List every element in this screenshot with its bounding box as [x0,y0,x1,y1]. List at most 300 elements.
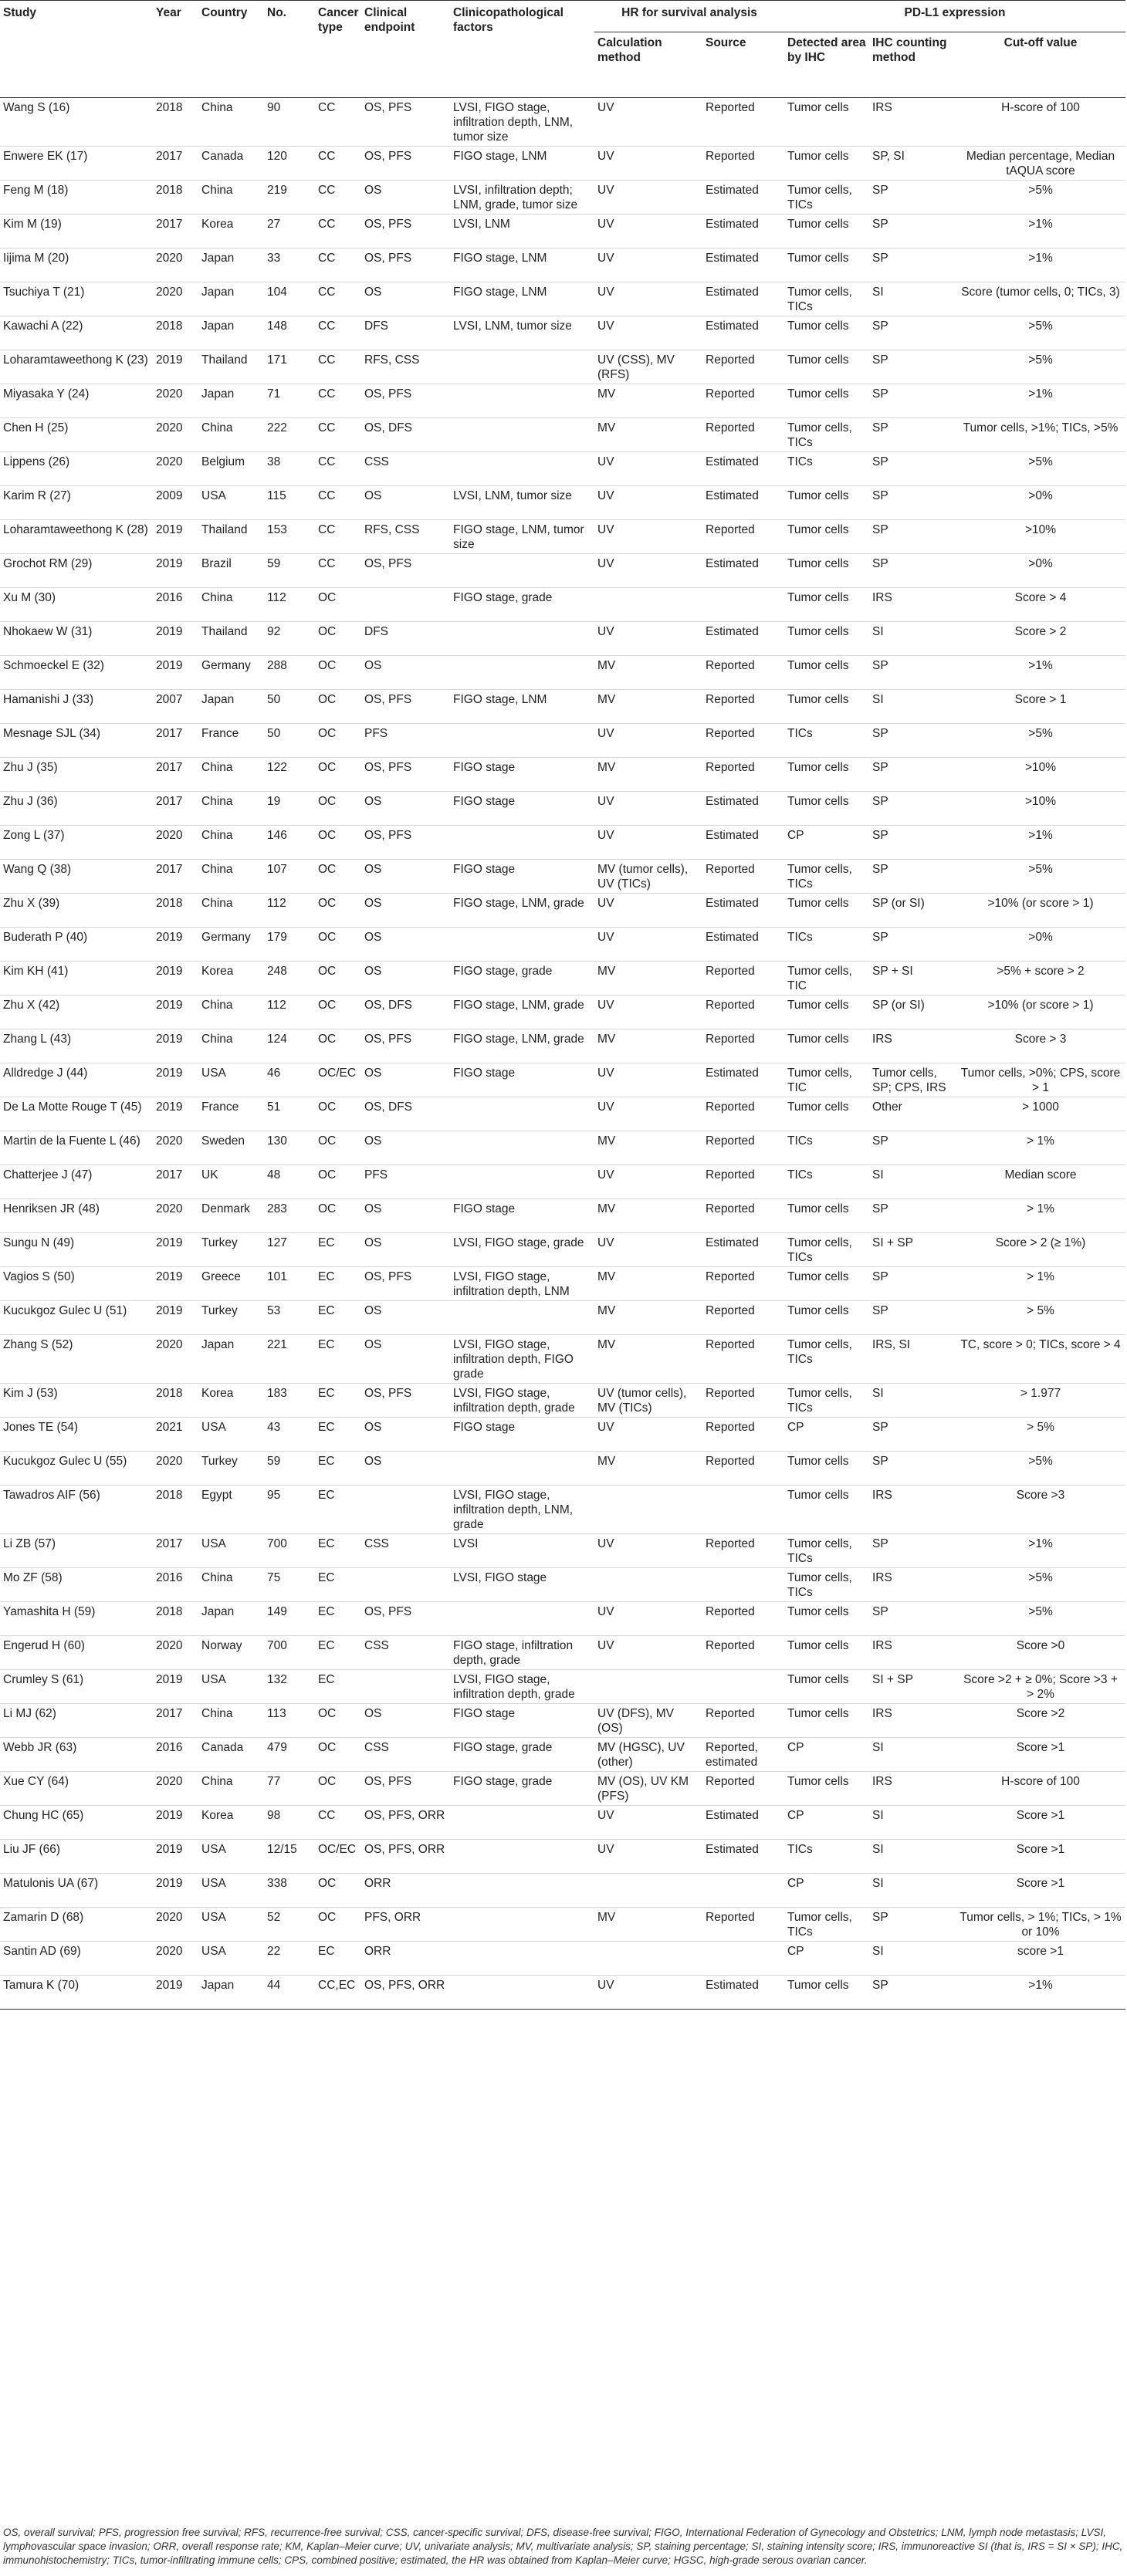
cell-detected-area: CP [787,1877,804,1890]
cell-calculation-method [594,1568,702,1602]
cell-cutoff-value: Score > 2 (≥ 1%) [995,1236,1086,1249]
cell-study: Martin de la Fuente L (46) [3,1134,140,1148]
cell-sample-size: 120 [267,150,287,163]
cell-clinical-endpoint: DFS [364,625,388,638]
cell-source: Reported [706,1033,755,1046]
cell-cutoff-value: >1% [1028,659,1053,672]
cell-sample-size: 183 [267,1387,287,1400]
cell-clinical-endpoint: OS, PFS [364,829,412,842]
cell-clinical-endpoint: OS [364,1455,382,1468]
cell-cutoff-value: >0% [1028,557,1053,570]
cell-country: China [201,1775,233,1788]
cell-ihc-counting-method: SI [872,1843,884,1856]
cell-year: 2019 [156,1877,183,1890]
cell-country: UK [201,1168,218,1182]
cell-source: Estimated [706,1236,759,1249]
cell-cutoff-value: Median percentage, Median tAQUA score [966,150,1115,177]
cell-cancer-type: CC [318,523,336,536]
cell-country: Korea [201,965,234,978]
cell-clinicopathological-factors: FIGO stage, LNM [453,286,547,299]
cell-year: 2018 [156,1489,183,1502]
table-row [0,826,1125,860]
cell-calculation-method: UV [597,625,614,638]
cell-detected-area: Tumor cells [787,625,849,638]
cell-detected-area: Tumor cells [787,999,849,1012]
cell-country: France [201,727,239,740]
cell-cutoff-value: > 1.977 [1020,1387,1061,1400]
cell-sample-size: 98 [267,1809,281,1822]
cell-sample-size: 77 [267,1775,281,1788]
cell-cancer-type: OC [318,1100,337,1114]
cell-cutoff-value: Median score [1004,1168,1077,1182]
cell-clinicopathological-factors [450,1301,594,1335]
cell-source: Reported [706,863,755,876]
cell-calculation-method: MV [597,1202,616,1215]
cell-year: 2017 [156,1707,183,1720]
cell-cancer-type: OC [318,863,337,876]
cell-study: Zhu X (39) [3,897,60,910]
cell-clinicopathological-factors: LVSI, FIGO stage, infiltration depth, LNM [453,1270,570,1298]
cell-cancer-type: CC [318,150,336,163]
cell-clinicopathological-factors: LVSI, FIGO stage, grade [453,1236,584,1249]
table-row [0,792,1125,826]
cell-ihc-counting-method: IRS [872,101,892,114]
cell-clinical-endpoint: CSS [364,455,389,468]
cell-cancer-type: OC [318,1033,337,1046]
cell-clinicopathological-factors: FIGO stage [453,1707,516,1720]
table-row [0,1670,1125,1704]
cell-year: 2016 [156,1571,183,1584]
cell-calculation-method: UV [597,455,614,468]
cell-detected-area: CP [787,1741,804,1754]
cell-cutoff-value: >1% [1028,1537,1053,1550]
cell-clinicopathological-factors: LVSI, FIGO stage, infiltration depth, LNM, tumor size [453,101,574,144]
cell-year: 2019 [156,1067,183,1080]
cell-year: 2020 [156,252,183,265]
cell-study: Yamashita H (59) [3,1605,96,1618]
cell-ihc-counting-method: SI + SP [872,1236,913,1249]
cell-detected-area: Tumor cells [787,1489,849,1502]
cell-calculation-method: UV [597,1067,614,1080]
cell-calculation-method: UV (tumor cells), MV (TICs) [597,1387,687,1415]
cell-source: Estimated [706,489,759,502]
cell-cancer-type: OC [318,761,337,774]
cell-sample-size: 75 [267,1571,281,1584]
table-row [0,1335,1125,1384]
cell-year: 2019 [156,1236,183,1249]
cell-sample-size: 700 [267,1537,287,1550]
cell-cancer-type: EC [318,1605,335,1618]
cell-ihc-counting-method: SI [872,1877,884,1890]
cell-calculation-method: UV [597,897,614,910]
table-row [0,1976,1125,2010]
cell-study: Miyasaka Y (24) [3,387,90,401]
cell-clinicopathological-factors: FIGO stage [453,795,516,808]
cell-clinicopathological-factors [450,1874,594,1908]
cell-sample-size: 71 [267,387,281,401]
cell-ihc-counting-method: SP [872,1304,888,1317]
col-header-no: No. [264,1,315,98]
cell-country: Germany [201,659,251,672]
cell-clinical-endpoint: OS, PFS, ORR [364,1843,445,1856]
cell-cutoff-value: >1% [1028,252,1053,265]
cell-ihc-counting-method: SP [872,1455,888,1468]
cell-study: Zong L (37) [3,829,65,842]
cell-source [702,1874,784,1908]
cell-sample-size: 149 [267,1605,287,1618]
cell-year: 2018 [156,1387,183,1400]
cell-sample-size: 112 [267,999,286,1012]
cell-source: Reported [706,727,755,740]
cell-calculation-method: MV [597,761,616,774]
cell-source: Reported [706,1304,755,1317]
cell-detected-area: TICs [787,931,813,944]
cell-sample-size: 479 [267,1741,287,1754]
cell-ihc-counting-method: SI [872,1741,884,1754]
cell-cancer-type: EC [318,1489,335,1502]
cell-country: Canada [201,1741,244,1754]
cell-cutoff-value: >1% [1028,387,1053,401]
cell-cutoff-value: Tumor cells, > 1%; TICs, > 1% or 10% [959,1911,1122,1939]
cell-study: Mesnage SJL (34) [3,727,101,740]
cell-clinical-endpoint: OS [364,1304,382,1317]
cell-clinicopathological-factors: FIGO stage [453,1067,516,1080]
col-header-clinical-endpoint: Clinical endpoint [361,1,450,98]
cell-country: China [201,999,233,1012]
cell-clinicopathological-factors [450,554,594,588]
cell-clinical-endpoint [361,1486,450,1534]
cell-source: Estimated [706,1067,759,1080]
cell-clinical-endpoint: OS [364,1067,382,1080]
cell-study: Chatterjee J (47) [3,1168,93,1182]
cell-cancer-type: OC [318,727,337,740]
cell-clinical-endpoint: OS, PFS [364,218,412,231]
cell-study: Zhu J (36) [3,795,58,808]
cell-clinicopathological-factors: LVSI, LNM [453,218,510,231]
table-row [0,316,1125,350]
cell-detected-area: Tumor cells [787,1033,849,1046]
cell-cutoff-value: Score >2 + ≥ 0%; Score >3 + > 2% [963,1673,1118,1701]
cell-calculation-method: UV [597,319,614,333]
cell-cancer-type: CC [318,218,336,231]
cell-country: USA [201,1673,226,1686]
cell-clinicopathological-factors: FIGO stage, LNM, tumor size [453,523,584,551]
cell-calculation-method: UV [597,1421,614,1434]
cell-clinical-endpoint: OS [364,286,382,299]
cell-source: Reported [706,523,755,536]
cell-cutoff-value: TC, score > 0; TICs, score > 4 [960,1338,1121,1351]
cell-cancer-type: OC [318,795,337,808]
table-row [0,248,1125,282]
cell-study: Matulonis UA (67) [3,1877,99,1890]
cell-study: Schmoeckel E (32) [3,659,104,672]
cell-ihc-counting-method: SP [872,1421,888,1434]
cell-detected-area: Tumor cells, TIC [787,1067,852,1094]
cell-ihc-counting-method: SP [872,455,888,468]
cell-clinical-endpoint: OS [364,863,382,876]
table-row [0,1486,1125,1534]
cell-calculation-method: UV [597,795,614,808]
table-row [0,1233,1125,1267]
cell-year: 2020 [156,1338,183,1351]
cell-detected-area: Tumor cells, TICs [787,863,852,891]
cell-calculation-method [594,1874,702,1908]
cell-country: China [201,1033,233,1046]
cell-clinical-endpoint: OS [364,1202,382,1215]
cell-sample-size: 179 [267,931,287,944]
cell-detected-area: Tumor cells [787,1979,849,1992]
cell-cancer-type: EC [318,1236,335,1249]
cell-clinical-endpoint: OS [364,795,382,808]
cell-detected-area: CP [787,1945,804,1958]
cell-source: Reported [706,693,755,706]
cell-cutoff-value: >5% [1028,1605,1053,1618]
table-row [0,1602,1125,1636]
cell-clinical-endpoint: ORR [364,1877,391,1890]
cell-ihc-counting-method: SP [872,1605,888,1618]
cell-detected-area: Tumor cells [787,591,849,604]
table-footnote: OS, overall survival; PFS, progression free survival; RFS, recurrence-free survival; CSS, cancer-specific survival; DFS, disease-free survival; FIGO, International Federation of Gynecology and Obstetrics; LNM, lymph node metastasis; LVSI, lymphovascular space invasion; ORR, overall response rate; KM, Kaplan–Meier curve; UV, univariate analysis; MV, multivariate analysis; SP, staining percentage; SI, staining intensity score; IRS, immunoreactive SI (that is, IRS = SI × SP); IHC, immunohistochemistry; TICs, tumor-infiltrating immune cells; CPS, combined positive; estimated, the HR was obtained from Kaplan–Meier curve; HGSC, high-grade serous ovarian cancer. [3,2527,1123,2566]
table-row [0,1908,1125,1942]
cell-year: 2017 [156,761,183,774]
cell-country: Turkey [201,1236,238,1249]
cell-year: 2020 [156,1455,183,1468]
cell-sample-size: 124 [267,1033,287,1046]
cell-clinicopathological-factors: LVSI, FIGO stage, infiltration depth, grade [453,1387,575,1415]
cell-source: Reported [706,1421,755,1434]
cell-cancer-type: CC,EC [318,1979,356,1992]
cell-study: Vagios S (50) [3,1270,75,1283]
cell-country: USA [201,489,226,502]
cell-ihc-counting-method: SP [872,252,888,265]
cell-cancer-type: EC [318,1338,335,1351]
cell-cutoff-value: >5% [1028,455,1053,468]
cell-calculation-method: MV [597,1455,616,1468]
cell-cancer-type: OC [318,1168,337,1182]
cell-study: Karim R (27) [3,489,71,502]
table-row [0,928,1125,962]
cell-detected-area: TICs [787,727,813,740]
cell-detected-area: Tumor cells [787,1673,849,1686]
cell-detected-area: Tumor cells, TICs [787,1537,852,1565]
cell-cutoff-value: score >1 [1017,1945,1064,1958]
cell-calculation-method: UV (CSS), MV (RFS) [597,353,675,381]
cell-clinical-endpoint: OS, PFS [364,693,412,706]
cell-cancer-type: OC/EC [318,1067,357,1080]
cell-clinicopathological-factors [450,1806,594,1840]
cell-clinicopathological-factors: LVSI, infiltration depth; LNM, grade, tumor size [453,184,578,211]
cell-detected-area: Tumor cells, TICs [787,1911,852,1939]
cell-study: Kim M (19) [3,218,62,231]
cell-clinicopathological-factors: FIGO stage, LNM, grade [453,999,584,1012]
cell-ihc-counting-method: SP [872,863,888,876]
cell-clinicopathological-factors: LVSI, FIGO stage, infiltration depth, FIGO grade [453,1338,574,1381]
cell-source: Reported [706,421,755,434]
cell-study: Buderath P (40) [3,931,88,944]
table-row [0,520,1125,554]
cell-cancer-type: OC [318,1134,337,1148]
cell-clinicopathological-factors [450,1165,594,1199]
cell-cutoff-value: Tumor cells, >0%; CPS, score > 1 [960,1067,1121,1094]
cell-calculation-method: MV (tumor cells), UV (TICs) [597,863,689,891]
cell-detected-area: Tumor cells [787,101,849,114]
cell-country: Turkey [201,1304,238,1317]
cell-sample-size: 27 [267,218,281,231]
cell-clinicopathological-factors [450,1602,594,1636]
cell-year: 2018 [156,1605,183,1618]
cell-clinicopathological-factors: LVSI, FIGO stage, infiltration depth, LNM, grade [453,1489,574,1531]
cell-cutoff-value: H-score of 100 [1001,1775,1080,1788]
cell-clinical-endpoint: DFS [364,319,388,333]
cell-study: Engerud H (60) [3,1639,85,1652]
cell-cutoff-value: > 5% [1027,1421,1054,1434]
cell-study: Li MJ (62) [3,1707,56,1720]
table-row [0,758,1125,792]
cell-cancer-type: CC [318,184,336,197]
cell-study: Zhu X (42) [3,999,60,1012]
cell-sample-size: 130 [267,1134,287,1148]
cell-ihc-counting-method: SP, SI [872,150,905,163]
cell-cutoff-value: Score >1 [1016,1741,1065,1754]
cell-source: Reported [706,101,755,114]
cell-year: 2019 [156,1809,183,1822]
table-row [0,1806,1125,1840]
cell-clinical-endpoint: OS, PFS [364,252,412,265]
cell-ihc-counting-method: SP [872,795,888,808]
cell-sample-size: 59 [267,557,281,570]
table-row [0,860,1125,894]
cell-detected-area: Tumor cells [787,659,849,672]
cell-country: Egypt [201,1489,232,1502]
cell-detected-area: Tumor cells, TICs [787,286,852,313]
cell-source: Reported [706,1639,755,1652]
cell-ihc-counting-method: IRS [872,1489,892,1502]
cell-detected-area: Tumor cells [787,1304,849,1317]
cell-study: Kucukgoz Gulec U (51) [3,1304,127,1317]
cell-detected-area: Tumor cells, TICs [787,1387,852,1415]
table-row [0,1267,1125,1301]
cell-clinical-endpoint: OS [364,659,382,672]
cell-study: Xue CY (64) [3,1775,69,1788]
cell-study: Enwere EK (17) [3,150,88,163]
cell-study: Alldredge J (44) [3,1067,88,1080]
col-header-calculation-method: Calculation method [597,36,662,64]
cell-ihc-counting-method: SI [872,693,884,706]
cell-year: 2019 [156,1100,183,1114]
cell-calculation-method: UV [597,101,614,114]
cell-year: 2017 [156,1168,183,1182]
table-row [0,1301,1125,1335]
cell-clinical-endpoint: OS, PFS [364,150,412,163]
cell-ihc-counting-method: SI [872,625,884,638]
cell-country: China [201,1707,233,1720]
cell-clinical-endpoint: OS, PFS [364,387,412,401]
cell-source: Reported [706,1911,755,1924]
cell-ihc-counting-method: SP [872,523,888,536]
cell-cancer-type: CC [318,353,336,367]
cell-sample-size: 148 [267,319,287,333]
cell-clinical-endpoint: OS, DFS [364,999,413,1012]
cell-study: Chen H (25) [3,421,69,434]
cell-cutoff-value: >1% [1028,1979,1053,1992]
cell-year: 2017 [156,218,183,231]
cell-country: China [201,591,233,604]
cell-source: Reported [706,1537,755,1550]
table-row [0,1384,1125,1418]
cell-year: 2019 [156,523,183,536]
cell-clinicopathological-factors: LVSI, FIGO stage, infiltration depth, grade [453,1673,575,1701]
cell-country: Japan [201,693,235,706]
cell-ihc-counting-method: SP [872,1911,888,1924]
table-row [0,1165,1125,1199]
cell-source: Estimated [706,286,759,299]
cell-detected-area: Tumor cells [787,1639,849,1652]
cell-clinical-endpoint: OS, PFS [364,101,412,114]
cell-calculation-method: MV [597,659,616,672]
cell-detected-area: Tumor cells [787,1100,849,1114]
cell-source: Estimated [706,931,759,944]
cell-year: 2019 [156,557,183,570]
table-body [0,98,1125,2010]
col-header-cancer-type: Cancer type [315,1,361,98]
cell-year: 2019 [156,1979,183,1992]
cell-calculation-method: MV [597,1338,616,1351]
table-row [0,181,1125,215]
cell-sample-size: 115 [267,489,286,502]
cell-clinicopathological-factors [450,1452,594,1486]
cell-clinical-endpoint: OS [364,489,382,502]
cell-country: China [201,795,233,808]
cell-study: Hamanishi J (33) [3,693,94,706]
cell-source: Estimated [706,625,759,638]
cell-clinical-endpoint: OS [364,897,382,910]
cell-clinicopathological-factors: FIGO stage, infiltration depth, grade [453,1639,574,1667]
cell-ihc-counting-method: SP [872,761,888,774]
cell-source: Reported [706,353,755,367]
cell-study: Jones TE (54) [3,1421,79,1434]
cell-year: 2019 [156,1033,183,1046]
cell-cutoff-value: >5% [1028,184,1053,197]
cell-sample-size: 50 [267,693,281,706]
col-group-pdl1-expression: PD-L1 expression [784,1,1125,32]
cell-cancer-type: EC [318,1455,335,1468]
cell-country: USA [201,1067,226,1080]
table-row [0,1636,1125,1670]
cell-calculation-method: MV [597,1033,616,1046]
cell-ihc-counting-method: IRS, SI [872,1338,911,1351]
cell-cutoff-value: Score >1 [1016,1809,1065,1822]
cell-clinicopathological-factors: LVSI, LNM, tumor size [453,319,572,333]
cell-sample-size: 222 [267,421,287,434]
cell-country: China [201,897,233,910]
cell-ihc-counting-method: SP [872,1979,888,1992]
cell-ihc-counting-method: SI + SP [872,1673,913,1686]
cell-detected-area: Tumor cells, TICs [787,1338,852,1366]
cell-cutoff-value: Score > 2 [1014,625,1067,638]
cell-cutoff-value: Score >2 [1016,1707,1065,1720]
col-header-source: Source [706,36,746,49]
cell-calculation-method: MV [597,387,616,401]
cell-cancer-type: CC [318,252,336,265]
cell-ihc-counting-method: SP [872,319,888,333]
cell-detected-area: Tumor cells [787,218,849,231]
cell-clinical-endpoint: ORR [364,1945,391,1958]
cell-cancer-type: CC [318,286,336,299]
cell-clinical-endpoint: OS, PFS, ORR [364,1809,445,1822]
cell-source: Reported [706,999,755,1012]
cell-year: 2019 [156,931,183,944]
cell-year: 2020 [156,829,183,842]
